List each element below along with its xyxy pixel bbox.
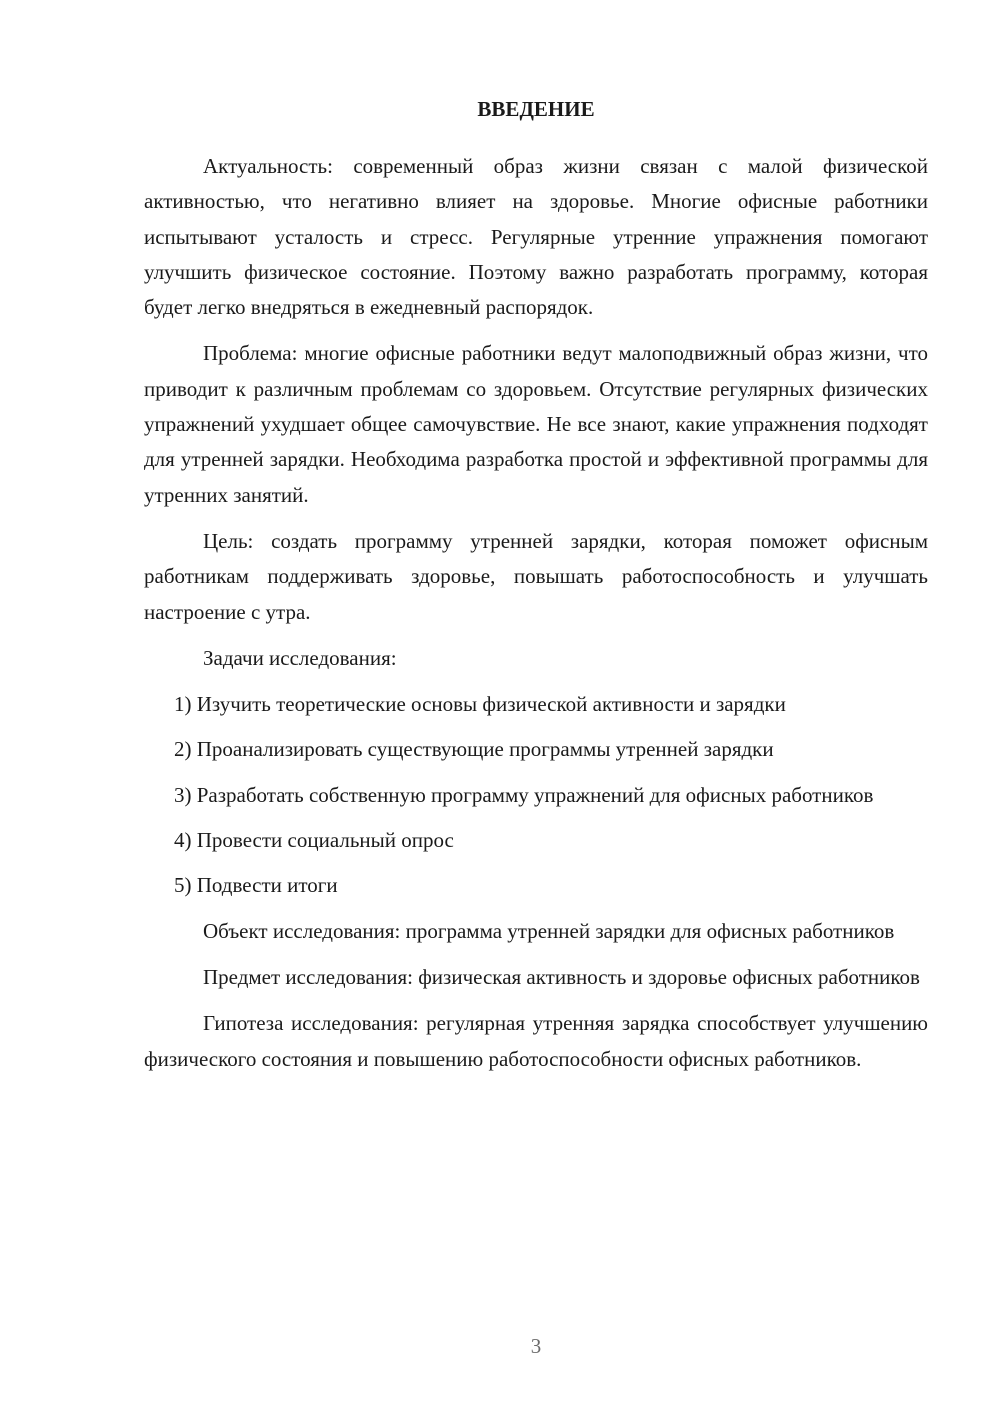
paragraph-hypothesis: Гипотеза исследования: регулярная утренняя зарядка способствует улучшению физического состояния и повышению работоспособности офисных работников. <box>144 1011 928 1071</box>
paragraph-goal: Цель: создать программу утренней зарядки, которая поможет офисным работникам поддерживать здоровье, повышать работоспособность и улучшать настроение с утра. <box>144 528 928 624</box>
paragraph-subject: Предмет исследования: физическая активность и здоровье офисных работников <box>203 964 920 989</box>
tasks-heading: Задачи исследования: <box>203 645 397 670</box>
paragraph-relevance: Актуальность: современный образ жизни связан с малой физической активностью, что негативно влияет на здоровье. Многие офисные работники испытывают усталость и стресс. Регулярные утренние упражнения помогают улучшить физическое состояние. Поэтому важно разработать программу, которая будет легко внедряться в ежедневный распорядок. <box>144 154 928 320</box>
task-item: 1) Изучить теоретические основы физической активности и зарядки <box>174 692 786 717</box>
page-title: ВВЕДЕНИЕ <box>477 97 595 121</box>
paragraph-problem: Проблема: многие офисные работники ведут малоподвижный образ жизни, что приводит к различным проблемам со здоровьем. Отсутствие регулярных физических упражнений ухудшает общее самочувствие. Не все знают, какие упражнения подходят для утренней зарядки. Необходима разработка простой и эффективной программы для утренних занятий. <box>144 341 928 507</box>
task-item: 4) Провести социальный опрос <box>174 828 454 853</box>
page-number: 3 <box>530 1334 542 1358</box>
task-item: 5) Подвести итоги <box>174 873 338 898</box>
page-content <box>144 92 928 1088</box>
task-item: 2) Проанализировать существующие программы утренней зарядки <box>174 737 774 762</box>
paragraph-object: Объект исследования: программа утренней зарядки для офисных работников <box>203 918 895 943</box>
task-item: 3) Разработать собственную программу упражнений для офисных работников <box>174 782 874 807</box>
